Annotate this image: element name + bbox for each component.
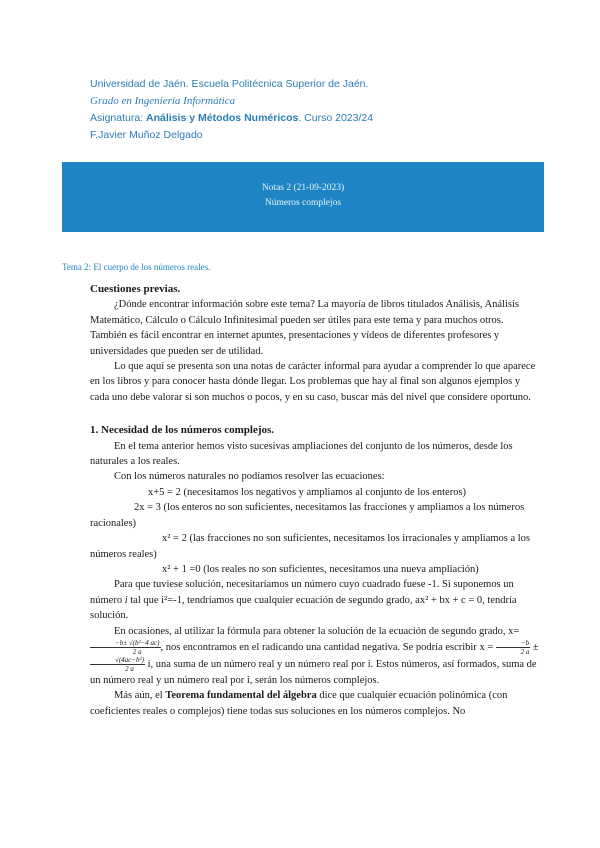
banner-title: Notas 2 (21-09-2023)	[261, 183, 345, 193]
paragraph: ¿Dónde encontrar información sobre este tema? La mayoría de libros titulados Análisis, Análisis Matemático, Cálculo o Cálculo Infinitesimal pueden ser útiles para este tema y para muchos otros. También es fácil encontrar en internet apuntes, presentaciones y vídeos de diferentes profesores y universidades que pueden ser de utilidad.	[90, 299, 520, 357]
paragraph: Más aún, el Teorema fundamental del álgebra dice que cualquier ecuación polinómica (con coeficientes reales o complejos) tiene todas sus soluciones en los números complejos. No	[90, 690, 508, 717]
paragraph: En el tema anterior hemos visto sucesivas ampliaciones del conjunto de los números, desde los naturales a los reales.	[90, 440, 513, 468]
university-line: Universidad de Jaén. Escuela Politécnica Superior de Jaén.	[90, 78, 369, 90]
equation-line: 2x = 3 (los enteros no son suficientes, necesitamos las fracciones y ampliamos a los números racionales)	[90, 502, 525, 529]
title-banner	[62, 162, 544, 232]
document-body	[90, 282, 540, 719]
paragraph: Lo que aquí se presenta son una notas de carácter informal para ayudar a comprender lo que aparece en los libros y para conocer hasta dónde llegar. Los problemas que hay al final son algunos ejemplos y cada uno debe valorar si son muchos o pocos, y en su caso, buscar más del nivel que considere oportuno.	[90, 361, 536, 403]
banner-subtitle: Números complejos	[264, 198, 342, 208]
section-heading-previas: Cuestiones previas.	[90, 283, 181, 295]
subject-name: Análisis y Métodos Numéricos	[146, 112, 299, 124]
equation-line: x+5 = 2 (necesitamos los negativos y ampliamos al conjunto de los enteros)	[148, 486, 467, 498]
subject-line: Asignatura: Análisis y Métodos Numéricos. Curso 2023/24	[90, 112, 374, 124]
author-line: F.Javier Muñoz Delgado	[90, 129, 203, 141]
theorem-name: Teorema fundamental del álgebra	[165, 690, 317, 702]
degree-line: Grado en Ingeniería Informática	[90, 95, 236, 107]
equation-line: x² = 2 (las fracciones no son suficientes, necesitamos los irracionales y ampliamos a los números reales)	[90, 533, 531, 560]
fraction: $\frac{\text{√(4ac−b²)}}{2 a}$	[90, 656, 145, 673]
document-header	[90, 76, 373, 144]
paragraph: Con los números naturales no podíamos resolver las ecuaciones:	[114, 471, 385, 483]
paragraph: En ocasiones, al utilizar la fórmula para obtener la solución de la ecuación de segundo grado, x= $\frac{\text{−b± √(b²−4 ac)}}{2 a}$ , nos encontramos en el radicando una cantidad negativa. Se podría escribir x = $\frac{-b}{2 a}$ ± $\frac{\text{√(4ac−b²)}}{2 a}$ i, una suma de un número real y un número real por i. Estos números, así formados, suma de un número real y un número real por i, serán los números complejos.	[90, 625, 539, 686]
section-heading-necesidad: 1. Necesidad de los números complejos.	[90, 424, 275, 437]
quadratic-formula: $\frac{\text{−b± √(b²−4 ac)}}{2 a}$	[90, 639, 161, 656]
paragraph: Para que tuviese solución, necesitaríamos un número cuyo cuadrado fuese -1. Si suponemos un número i tal que i²=-1, tendríamos que cualquier ecuación de segundo grado, ax² + bx + c = 0, tendría solución.	[90, 579, 517, 622]
fraction: $\frac{-b}{2 a}$	[496, 639, 530, 656]
equation-line: x² + 1 =0 (los reales no son suficientes, necesitamos una nueva ampliación)	[162, 563, 479, 575]
topic-label: Tema 2: El cuerpo de los números reales.	[62, 262, 211, 272]
